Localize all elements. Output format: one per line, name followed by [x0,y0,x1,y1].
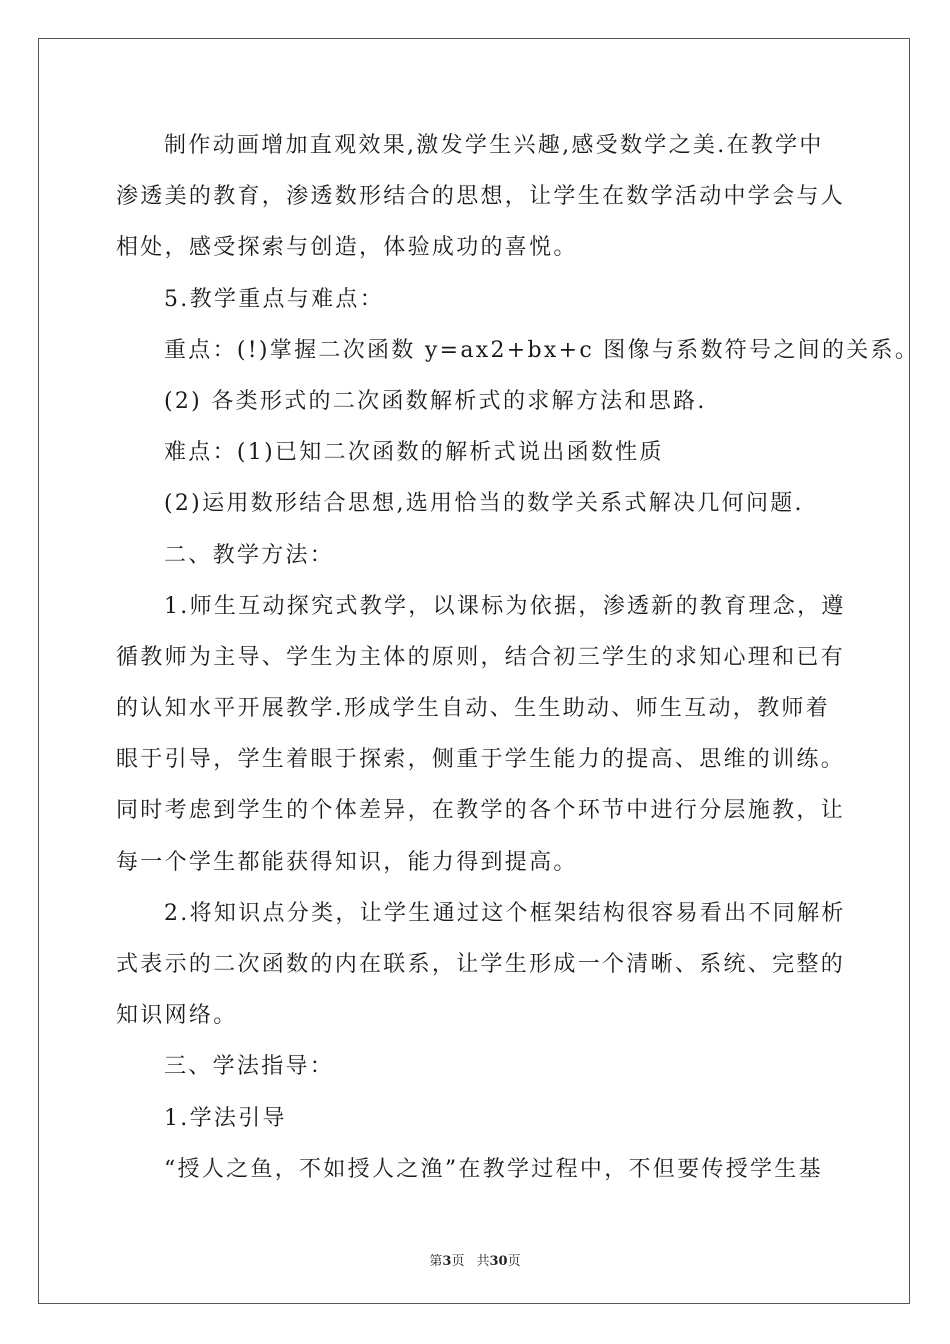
text-line: 难点：(1)已知二次函数的解析式说出函数性质 [164,440,664,466]
text-line: 5.教学重点与难点： [164,286,384,312]
text-line: 同时考虑到学生的个体差异，在教学的各个环节中进行分层施教，让 [116,798,846,824]
text-line: 每一个学生都能获得知识，能力得到提高。 [116,849,578,875]
text-line: 1.学法引导 [164,1105,287,1131]
text-line: 知识网络。 [116,1003,238,1029]
text-line: 的认知水平开展教学.形成学生自动、生生助动、师生互动，教师着 [116,696,830,722]
text-line: 1.师生互动探究式教学，以课标为依据，渗透新的教育理念，遵 [164,593,846,619]
page-footer [0,1250,950,1269]
text-line: 二、教学方法： [164,542,335,568]
document-body [116,120,920,1195]
text-line: 式表示的二次函数的内在联系，让学生形成一个清晰、系统、完整的 [116,952,846,977]
text-line: “授人之鱼，不如授人之渔”在教学过程中，不但要传授学生基 [164,1156,823,1182]
text-line: 眼于引导，学生着眼于探索，侧重于学生能力的提高、思维的训练。 [116,747,846,773]
footer-total-suffix: 页 [507,1254,521,1269]
footer-prefix: 第 [429,1254,443,1269]
current-page-number: 3 [442,1254,452,1269]
total-page-count: 30 [489,1254,508,1269]
text-line: 循教师为主导、学生为主体的原则，结合初三学生的求知心理和已有 [116,644,846,670]
text-line: 渗透美的教育，渗透数形结合的思想，让学生在数学活动中学会与人 [116,184,846,210]
footer-total-prefix: 共 [476,1254,490,1269]
text-line: 重点：(!)掌握二次函数 y=ax2+bx+c 图像与系数符号之间的关系。 [164,337,920,363]
footer-page-suffix: 页 [451,1254,465,1269]
text-line: 2.将知识点分类，让学生通过这个框架结构很容易看出不同解析 [164,900,846,926]
text-line: 相处，感受探索与创造，体验成功的喜悦。 [116,235,578,261]
text-line: 三、学法指导： [164,1054,335,1080]
text-line: (2)运用数形结合思想,选用恰当的数学关系式解决几何问题. [164,491,804,517]
text-line: (2) 各类形式的二次函数解析式的求解方法和思路. [164,388,707,414]
text-line: 制作动画增加直观效果,激发学生兴趣,感受数学之美.在教学中 [164,133,824,158]
